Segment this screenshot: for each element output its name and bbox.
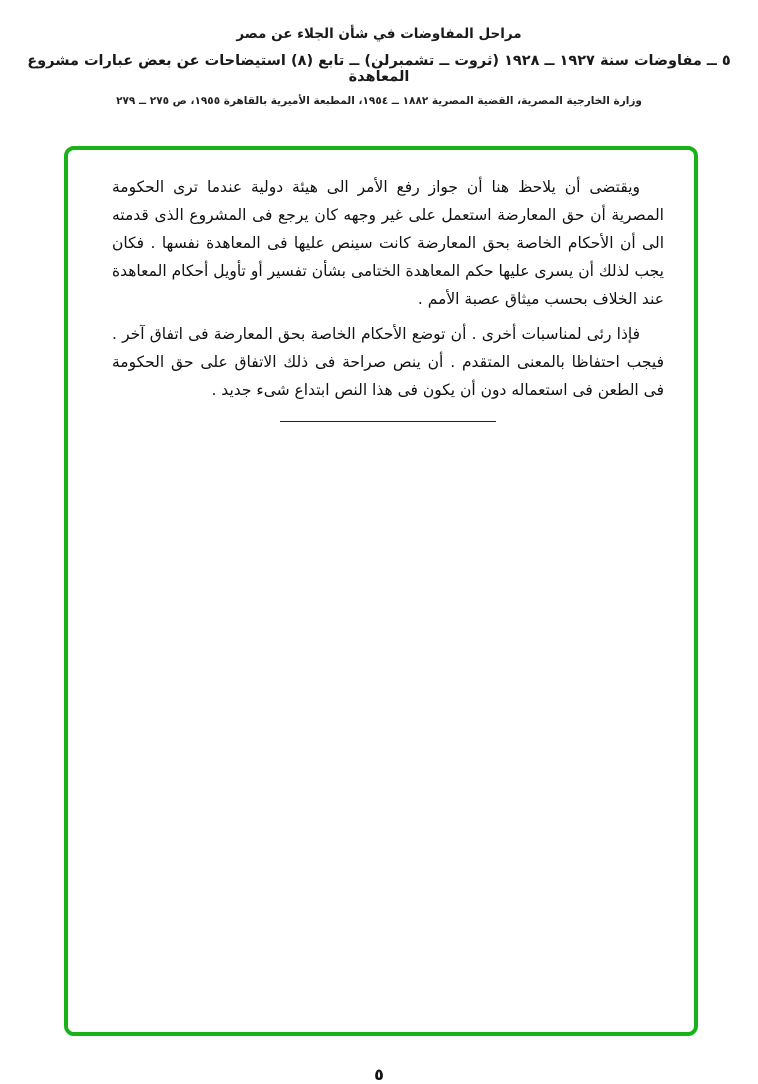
section-subtitle: ٥ ــ مفاوضات سنة ١٩٢٧ ــ ١٩٢٨ (ثروت ــ تشمبرلن) ــ تابع (٨) استيضاحات عن بعض عبارات مشروع المعاهدة bbox=[27, 53, 731, 85]
paragraph-2: فإذا رئى لمناسبات أخرى . أن توضع الأحكام الخاصة بحق المعارضة فى اتفاق آخر . فيجب احتفاظا بالمعنى المتقدم . أن ينص صراحة فى ذلك الاتفاق على حق الحكومة فى الطعن فى استعماله دون أن يكون فى هذا النص ابتداع شىء جديد . bbox=[112, 325, 664, 400]
paragraph-1: ويقتضى أن يلاحظ هنا أن جواز رفع الأمر الى هيئة دولية عندما ترى الحكومة المصرية أن حق المعارضة استعمل على غير وجهه كان يرجع فى المشروع الذى قدمته الى أن الأحكام الخاصة بحق المعارضة كانت سينص عليها فى المعاهدة نفسها . فكان يجب لذلك أن يسرى عليها حكم المعاهدة الختامى بشأن تفسير أو تأويل أحكام المعاهدة عند الخلاف بحسب ميثاق عصبة الأمم . bbox=[112, 178, 664, 308]
source-citation: وزارة الخارجية المصرية، القضية المصرية ١٨٨٢ ــ ١٩٥٤، المطبعة الأميرية بالقاهرة ١٩٥٥، ص ٢٧٥ ــ ٢٧٩ bbox=[116, 95, 642, 107]
page-title: مراحل المفاوضات في شأن الجلاء عن مصر bbox=[236, 26, 522, 42]
page-number: ٥ bbox=[374, 1065, 384, 1084]
document-header bbox=[0, 0, 758, 107]
body-text bbox=[68, 150, 694, 422]
highlight-box bbox=[64, 146, 698, 1036]
section-divider bbox=[280, 421, 496, 422]
